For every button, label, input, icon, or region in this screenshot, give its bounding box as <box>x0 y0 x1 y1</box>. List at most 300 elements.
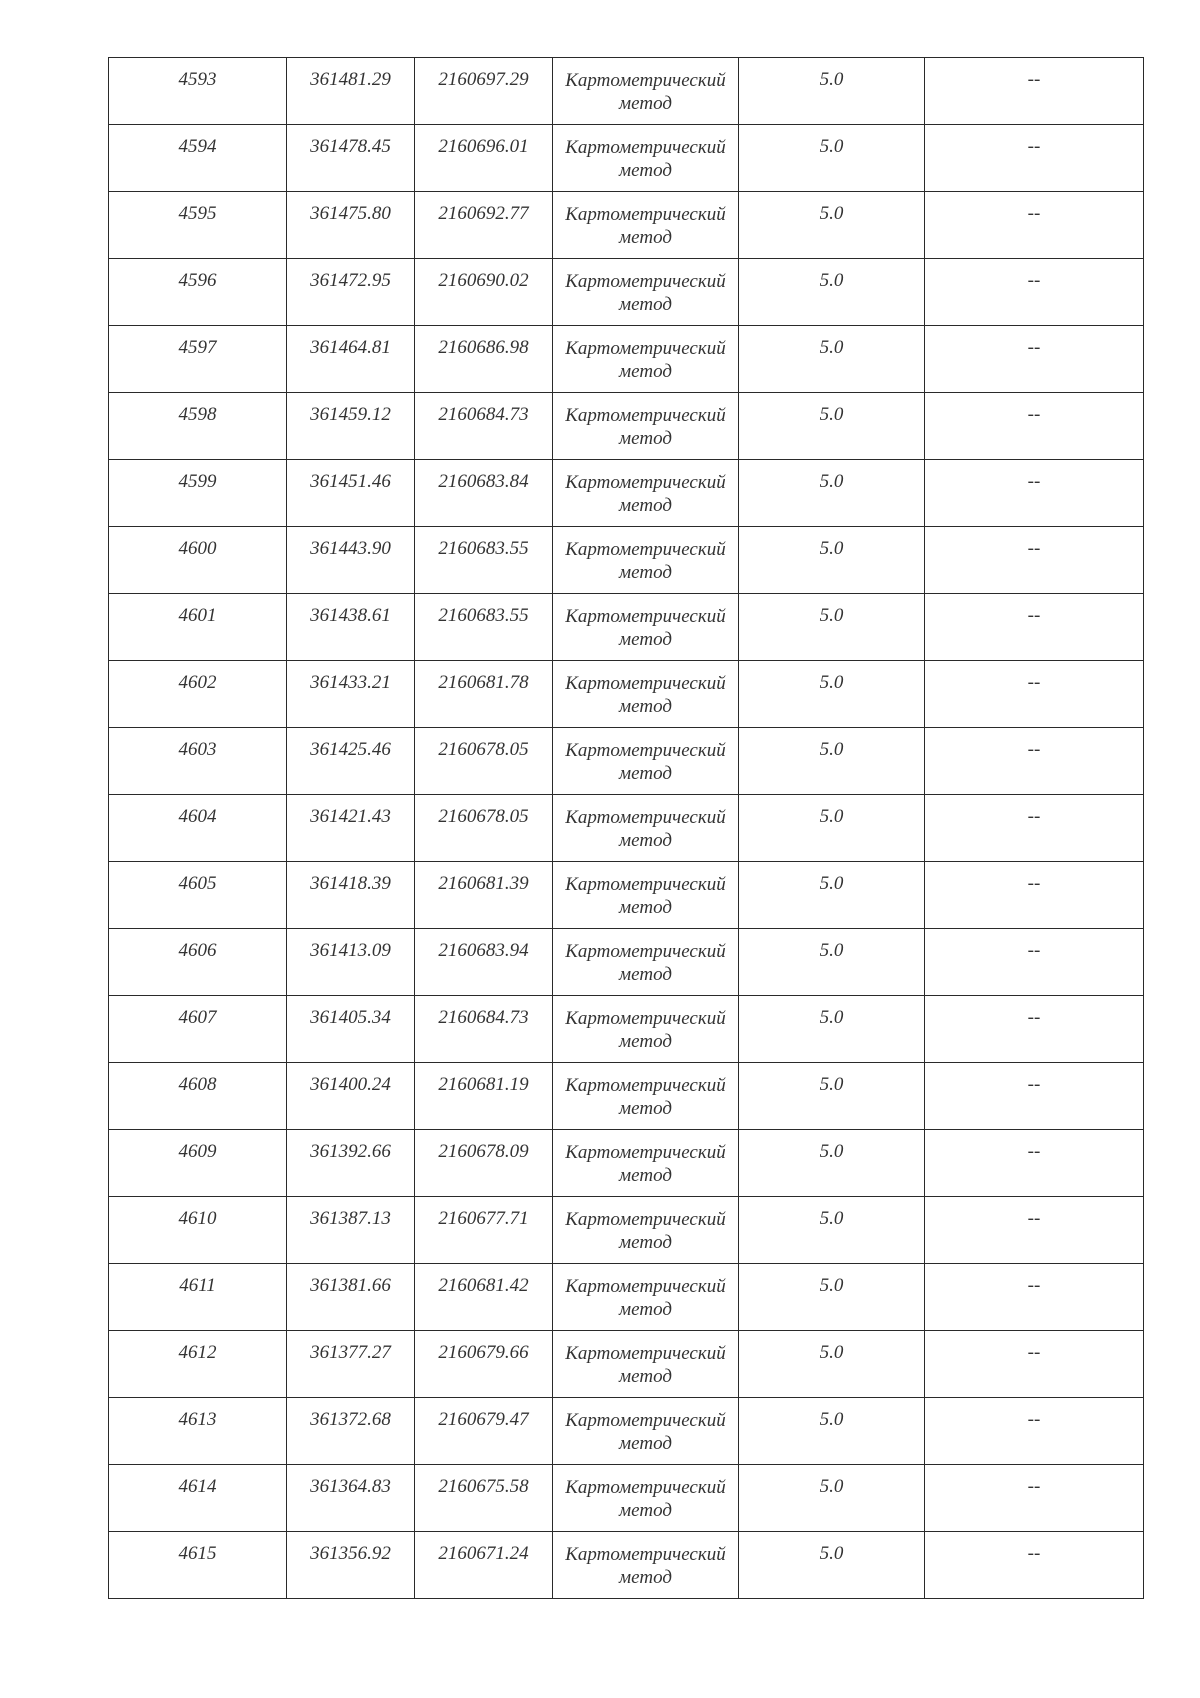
table-row <box>109 192 1144 259</box>
method-cell <box>553 929 739 996</box>
coordinate-y: 2160681.78 <box>438 672 529 693</box>
method <box>553 1532 738 1589</box>
table-row <box>109 1465 1144 1532</box>
point-number-cell <box>109 1197 287 1264</box>
method-cell <box>553 460 739 527</box>
coordinate-x: 361475.80 <box>310 203 391 224</box>
point-number-cell <box>109 460 287 527</box>
method-cell <box>553 125 739 192</box>
description-cell <box>925 1398 1144 1465</box>
method-line-1: Картометрический <box>565 673 726 694</box>
description-cell <box>925 393 1144 460</box>
method-line-1: Картометрический <box>565 1075 726 1096</box>
coordinate-y-cell <box>415 1398 553 1465</box>
method <box>553 58 738 115</box>
description: -- <box>1027 1007 1041 1028</box>
coordinate-x: 361481.29 <box>310 69 391 90</box>
method-line-1: Картометрический <box>565 740 726 761</box>
method-line-1: Картометрический <box>565 1544 726 1565</box>
method-line-1: Картометрический <box>565 271 726 292</box>
description: -- <box>1027 1409 1041 1430</box>
method-line-1: Картометрический <box>565 70 726 91</box>
method-cell <box>553 326 739 393</box>
table-row <box>109 862 1144 929</box>
accuracy: 5.0 <box>819 739 844 760</box>
description: -- <box>1027 270 1041 291</box>
coordinate-x: 361372.68 <box>310 1409 391 1430</box>
method-line-1: Картометрический <box>565 1142 726 1163</box>
coordinate-x: 361405.34 <box>310 1007 391 1028</box>
coordinate-x: 361364.83 <box>310 1476 391 1497</box>
method-line-1: Картометрический <box>565 1410 726 1431</box>
method-cell <box>553 393 739 460</box>
coordinate-x-cell <box>287 326 415 393</box>
coordinate-y-cell <box>415 393 553 460</box>
method-line-1: Картометрический <box>565 137 726 158</box>
coordinate-x: 361381.66 <box>310 1275 391 1296</box>
description-cell <box>925 795 1144 862</box>
method-cell <box>553 58 739 125</box>
coordinate-y-cell <box>415 862 553 929</box>
accuracy-cell <box>739 594 925 661</box>
description-cell <box>925 1130 1144 1197</box>
method <box>553 125 738 182</box>
coordinate-y: 2160675.58 <box>438 1476 529 1497</box>
coordinate-x-cell <box>287 125 415 192</box>
description-cell <box>925 728 1144 795</box>
description-cell <box>925 929 1144 996</box>
coordinate-y-cell <box>415 192 553 259</box>
description-cell <box>925 862 1144 929</box>
point-number: 4595 <box>178 203 217 224</box>
coordinate-x: 361387.13 <box>310 1208 391 1229</box>
coordinates-table <box>108 57 1144 1599</box>
table-row <box>109 728 1144 795</box>
method-line-1: Картометрический <box>565 204 726 225</box>
method-line-2: метод <box>619 696 672 717</box>
method-line-1: Картометрический <box>565 1276 726 1297</box>
method-line-1: Картометрический <box>565 1008 726 1029</box>
coordinate-y-cell <box>415 58 553 125</box>
coordinate-x: 361464.81 <box>310 337 391 358</box>
coordinate-y-cell <box>415 996 553 1063</box>
method-line-1: Картометрический <box>565 807 726 828</box>
method-cell <box>553 527 739 594</box>
description: -- <box>1027 136 1041 157</box>
coordinate-y: 2160696.01 <box>438 136 529 157</box>
accuracy: 5.0 <box>819 873 844 894</box>
method <box>553 594 738 651</box>
coordinate-y-cell <box>415 1130 553 1197</box>
method <box>553 1264 738 1321</box>
coordinate-x-cell <box>287 795 415 862</box>
point-number: 4598 <box>178 404 217 425</box>
coordinate-y: 2160681.19 <box>438 1074 529 1095</box>
accuracy: 5.0 <box>819 1007 844 1028</box>
point-number-cell <box>109 1331 287 1398</box>
accuracy-cell <box>739 1063 925 1130</box>
method-line-2: метод <box>619 830 672 851</box>
method-cell <box>553 661 739 728</box>
coordinate-x-cell <box>287 862 415 929</box>
table-row <box>109 1331 1144 1398</box>
method <box>553 1130 738 1187</box>
method-line-1: Картометрический <box>565 941 726 962</box>
coordinate-y: 2160671.24 <box>438 1543 529 1564</box>
coordinate-x: 361421.43 <box>310 806 391 827</box>
method-line-1: Картометрический <box>565 338 726 359</box>
table-row <box>109 661 1144 728</box>
accuracy: 5.0 <box>819 806 844 827</box>
point-number-cell <box>109 1532 287 1599</box>
description: -- <box>1027 873 1041 894</box>
method <box>553 728 738 785</box>
description: -- <box>1027 1543 1041 1564</box>
coordinate-y-cell <box>415 326 553 393</box>
accuracy-cell <box>739 1331 925 1398</box>
method <box>553 862 738 919</box>
method-cell <box>553 1197 739 1264</box>
coordinate-y: 2160678.09 <box>438 1141 529 1162</box>
method <box>553 1331 738 1388</box>
description-cell <box>925 1264 1144 1331</box>
method-line-2: метод <box>619 763 672 784</box>
coordinate-y-cell <box>415 125 553 192</box>
coordinates-table-body <box>109 58 1144 1599</box>
method-line-2: метод <box>619 495 672 516</box>
accuracy: 5.0 <box>819 940 844 961</box>
table-row <box>109 125 1144 192</box>
coordinate-x-cell <box>287 1465 415 1532</box>
coordinate-y: 2160679.47 <box>438 1409 529 1430</box>
description-cell <box>925 996 1144 1063</box>
accuracy-cell <box>739 1197 925 1264</box>
coordinate-x-cell <box>287 192 415 259</box>
method-cell <box>553 862 739 929</box>
point-number-cell <box>109 795 287 862</box>
coordinate-x-cell <box>287 661 415 728</box>
method-line-2: метод <box>619 1232 672 1253</box>
method-cell <box>553 996 739 1063</box>
description: -- <box>1027 337 1041 358</box>
coordinate-x-cell <box>287 58 415 125</box>
point-number-cell <box>109 1130 287 1197</box>
point-number-cell <box>109 326 287 393</box>
method-line-2: метод <box>619 1500 672 1521</box>
description-cell <box>925 1331 1144 1398</box>
accuracy: 5.0 <box>819 538 844 559</box>
accuracy-cell <box>739 326 925 393</box>
method-line-2: метод <box>619 562 672 583</box>
method-cell <box>553 1465 739 1532</box>
description: -- <box>1027 404 1041 425</box>
table-row <box>109 1264 1144 1331</box>
coordinate-x: 361400.24 <box>310 1074 391 1095</box>
point-number-cell <box>109 393 287 460</box>
coordinate-y-cell <box>415 460 553 527</box>
coordinate-y: 2160684.73 <box>438 1007 529 1028</box>
method <box>553 1465 738 1522</box>
point-number-cell <box>109 58 287 125</box>
coordinate-x-cell <box>287 1197 415 1264</box>
coordinate-x-cell <box>287 929 415 996</box>
description-cell <box>925 326 1144 393</box>
point-number-cell <box>109 527 287 594</box>
accuracy-cell <box>739 929 925 996</box>
method-line-1: Картометрический <box>565 539 726 560</box>
coordinate-y: 2160683.94 <box>438 940 529 961</box>
coordinate-y: 2160683.55 <box>438 605 529 626</box>
coordinate-y-cell <box>415 1331 553 1398</box>
coordinate-x: 361433.21 <box>310 672 391 693</box>
coordinate-y: 2160677.71 <box>438 1208 529 1229</box>
method-line-2: метод <box>619 361 672 382</box>
method-cell <box>553 1264 739 1331</box>
description-cell <box>925 259 1144 326</box>
accuracy: 5.0 <box>819 1476 844 1497</box>
accuracy: 5.0 <box>819 605 844 626</box>
method-cell <box>553 192 739 259</box>
table-row <box>109 1532 1144 1599</box>
table-row <box>109 996 1144 1063</box>
description: -- <box>1027 605 1041 626</box>
method-line-1: Картометрический <box>565 1343 726 1364</box>
point-number: 4600 <box>178 538 217 559</box>
coordinate-y: 2160692.77 <box>438 203 529 224</box>
point-number-cell <box>109 862 287 929</box>
table-row <box>109 58 1144 125</box>
coordinate-y-cell <box>415 527 553 594</box>
coordinate-x-cell <box>287 1063 415 1130</box>
accuracy-cell <box>739 527 925 594</box>
point-number: 4612 <box>178 1342 217 1363</box>
point-number: 4607 <box>178 1007 217 1028</box>
coordinate-y: 2160683.84 <box>438 471 529 492</box>
coordinate-x: 361418.39 <box>310 873 391 894</box>
method <box>553 661 738 718</box>
method-line-2: метод <box>619 1366 672 1387</box>
coordinate-x-cell <box>287 1398 415 1465</box>
method-line-2: метод <box>619 1433 672 1454</box>
point-number: 4615 <box>178 1543 217 1564</box>
description-cell <box>925 192 1144 259</box>
accuracy: 5.0 <box>819 1074 844 1095</box>
accuracy: 5.0 <box>819 1409 844 1430</box>
point-number: 4610 <box>178 1208 217 1229</box>
coordinate-x: 361377.27 <box>310 1342 391 1363</box>
coordinate-y-cell <box>415 929 553 996</box>
point-number: 4606 <box>178 940 217 961</box>
method-line-2: метод <box>619 227 672 248</box>
method-line-2: метод <box>619 964 672 985</box>
method <box>553 259 738 316</box>
method-line-2: метод <box>619 1165 672 1186</box>
table-row <box>109 326 1144 393</box>
table-row <box>109 527 1144 594</box>
method-line-1: Картометрический <box>565 472 726 493</box>
method-line-1: Картометрический <box>565 1477 726 1498</box>
description: -- <box>1027 1275 1041 1296</box>
point-number: 4601 <box>178 605 217 626</box>
coordinate-y-cell <box>415 728 553 795</box>
coordinate-x: 361472.95 <box>310 270 391 291</box>
accuracy-cell <box>739 862 925 929</box>
accuracy-cell <box>739 661 925 728</box>
table-row <box>109 594 1144 661</box>
accuracy: 5.0 <box>819 1208 844 1229</box>
coordinate-x-cell <box>287 1264 415 1331</box>
table-row <box>109 1197 1144 1264</box>
method-line-2: метод <box>619 160 672 181</box>
accuracy: 5.0 <box>819 337 844 358</box>
description: -- <box>1027 1342 1041 1363</box>
coordinate-y: 2160678.05 <box>438 806 529 827</box>
coordinate-y-cell <box>415 661 553 728</box>
coordinate-y: 2160684.73 <box>438 404 529 425</box>
coordinate-y: 2160678.05 <box>438 739 529 760</box>
method-line-2: метод <box>619 1567 672 1588</box>
point-number: 4603 <box>178 739 217 760</box>
method <box>553 996 738 1053</box>
coordinate-y-cell <box>415 259 553 326</box>
method-line-2: метод <box>619 294 672 315</box>
description: -- <box>1027 1074 1041 1095</box>
description-cell <box>925 1063 1144 1130</box>
point-number-cell <box>109 1264 287 1331</box>
coordinate-y-cell <box>415 1264 553 1331</box>
point-number: 4602 <box>178 672 217 693</box>
accuracy-cell <box>739 192 925 259</box>
method-line-2: метод <box>619 629 672 650</box>
point-number: 4597 <box>178 337 217 358</box>
accuracy-cell <box>739 728 925 795</box>
accuracy: 5.0 <box>819 69 844 90</box>
method <box>553 929 738 986</box>
table-row <box>109 929 1144 996</box>
method-line-2: метод <box>619 93 672 114</box>
method-line-2: метод <box>619 1098 672 1119</box>
method-cell <box>553 259 739 326</box>
description-cell <box>925 661 1144 728</box>
point-number-cell <box>109 594 287 661</box>
method <box>553 1398 738 1455</box>
coordinate-x-cell <box>287 594 415 661</box>
coordinate-x: 361451.46 <box>310 471 391 492</box>
point-number-cell <box>109 1398 287 1465</box>
coordinate-y: 2160697.29 <box>438 69 529 90</box>
point-number-cell <box>109 125 287 192</box>
coordinate-y: 2160681.39 <box>438 873 529 894</box>
accuracy-cell <box>739 1532 925 1599</box>
point-number: 4604 <box>178 806 217 827</box>
description: -- <box>1027 471 1041 492</box>
point-number-cell <box>109 192 287 259</box>
document-page <box>108 57 1143 1599</box>
coordinate-x-cell <box>287 393 415 460</box>
point-number: 4614 <box>178 1476 217 1497</box>
description-cell <box>925 58 1144 125</box>
table-row <box>109 460 1144 527</box>
description: -- <box>1027 940 1041 961</box>
coordinate-y: 2160679.66 <box>438 1342 529 1363</box>
coordinate-y: 2160681.42 <box>438 1275 529 1296</box>
point-number: 4596 <box>178 270 217 291</box>
accuracy: 5.0 <box>819 404 844 425</box>
method-cell <box>553 1130 739 1197</box>
point-number-cell <box>109 1465 287 1532</box>
method-cell <box>553 1398 739 1465</box>
coordinate-y: 2160690.02 <box>438 270 529 291</box>
method-cell <box>553 728 739 795</box>
coordinate-x-cell <box>287 259 415 326</box>
accuracy-cell <box>739 393 925 460</box>
accuracy: 5.0 <box>819 136 844 157</box>
accuracy-cell <box>739 58 925 125</box>
coordinate-x-cell <box>287 460 415 527</box>
accuracy: 5.0 <box>819 1543 844 1564</box>
point-number-cell <box>109 661 287 728</box>
coordinate-x-cell <box>287 1331 415 1398</box>
accuracy: 5.0 <box>819 203 844 224</box>
table-row <box>109 393 1144 460</box>
description-cell <box>925 527 1144 594</box>
coordinate-x-cell <box>287 1532 415 1599</box>
accuracy: 5.0 <box>819 1342 844 1363</box>
coordinate-y-cell <box>415 1197 553 1264</box>
accuracy-cell <box>739 259 925 326</box>
method-line-1: Картометрический <box>565 606 726 627</box>
method-cell <box>553 1063 739 1130</box>
method <box>553 326 738 383</box>
method-line-2: метод <box>619 897 672 918</box>
point-number: 4608 <box>178 1074 217 1095</box>
method <box>553 393 738 450</box>
description-cell <box>925 125 1144 192</box>
description: -- <box>1027 538 1041 559</box>
coordinate-x-cell <box>287 527 415 594</box>
accuracy-cell <box>739 125 925 192</box>
coordinate-x: 361425.46 <box>310 739 391 760</box>
table-row <box>109 259 1144 326</box>
point-number-cell <box>109 929 287 996</box>
table-row <box>109 1130 1144 1197</box>
method-cell <box>553 795 739 862</box>
accuracy-cell <box>739 996 925 1063</box>
table-row <box>109 1398 1144 1465</box>
method-line-2: метод <box>619 1299 672 1320</box>
accuracy: 5.0 <box>819 1141 844 1162</box>
method <box>553 192 738 249</box>
coordinate-x: 361443.90 <box>310 538 391 559</box>
accuracy: 5.0 <box>819 1275 844 1296</box>
accuracy-cell <box>739 1130 925 1197</box>
description: -- <box>1027 739 1041 760</box>
table-row <box>109 795 1144 862</box>
point-number: 4599 <box>178 471 217 492</box>
description: -- <box>1027 69 1041 90</box>
point-number: 4605 <box>178 873 217 894</box>
coordinate-y-cell <box>415 1063 553 1130</box>
accuracy-cell <box>739 460 925 527</box>
method-cell <box>553 1532 739 1599</box>
accuracy-cell <box>739 1465 925 1532</box>
method-line-1: Картометрический <box>565 1209 726 1230</box>
point-number-cell <box>109 728 287 795</box>
method-line-1: Картометрический <box>565 874 726 895</box>
description-cell <box>925 594 1144 661</box>
method <box>553 1063 738 1120</box>
coordinate-x: 361478.45 <box>310 136 391 157</box>
